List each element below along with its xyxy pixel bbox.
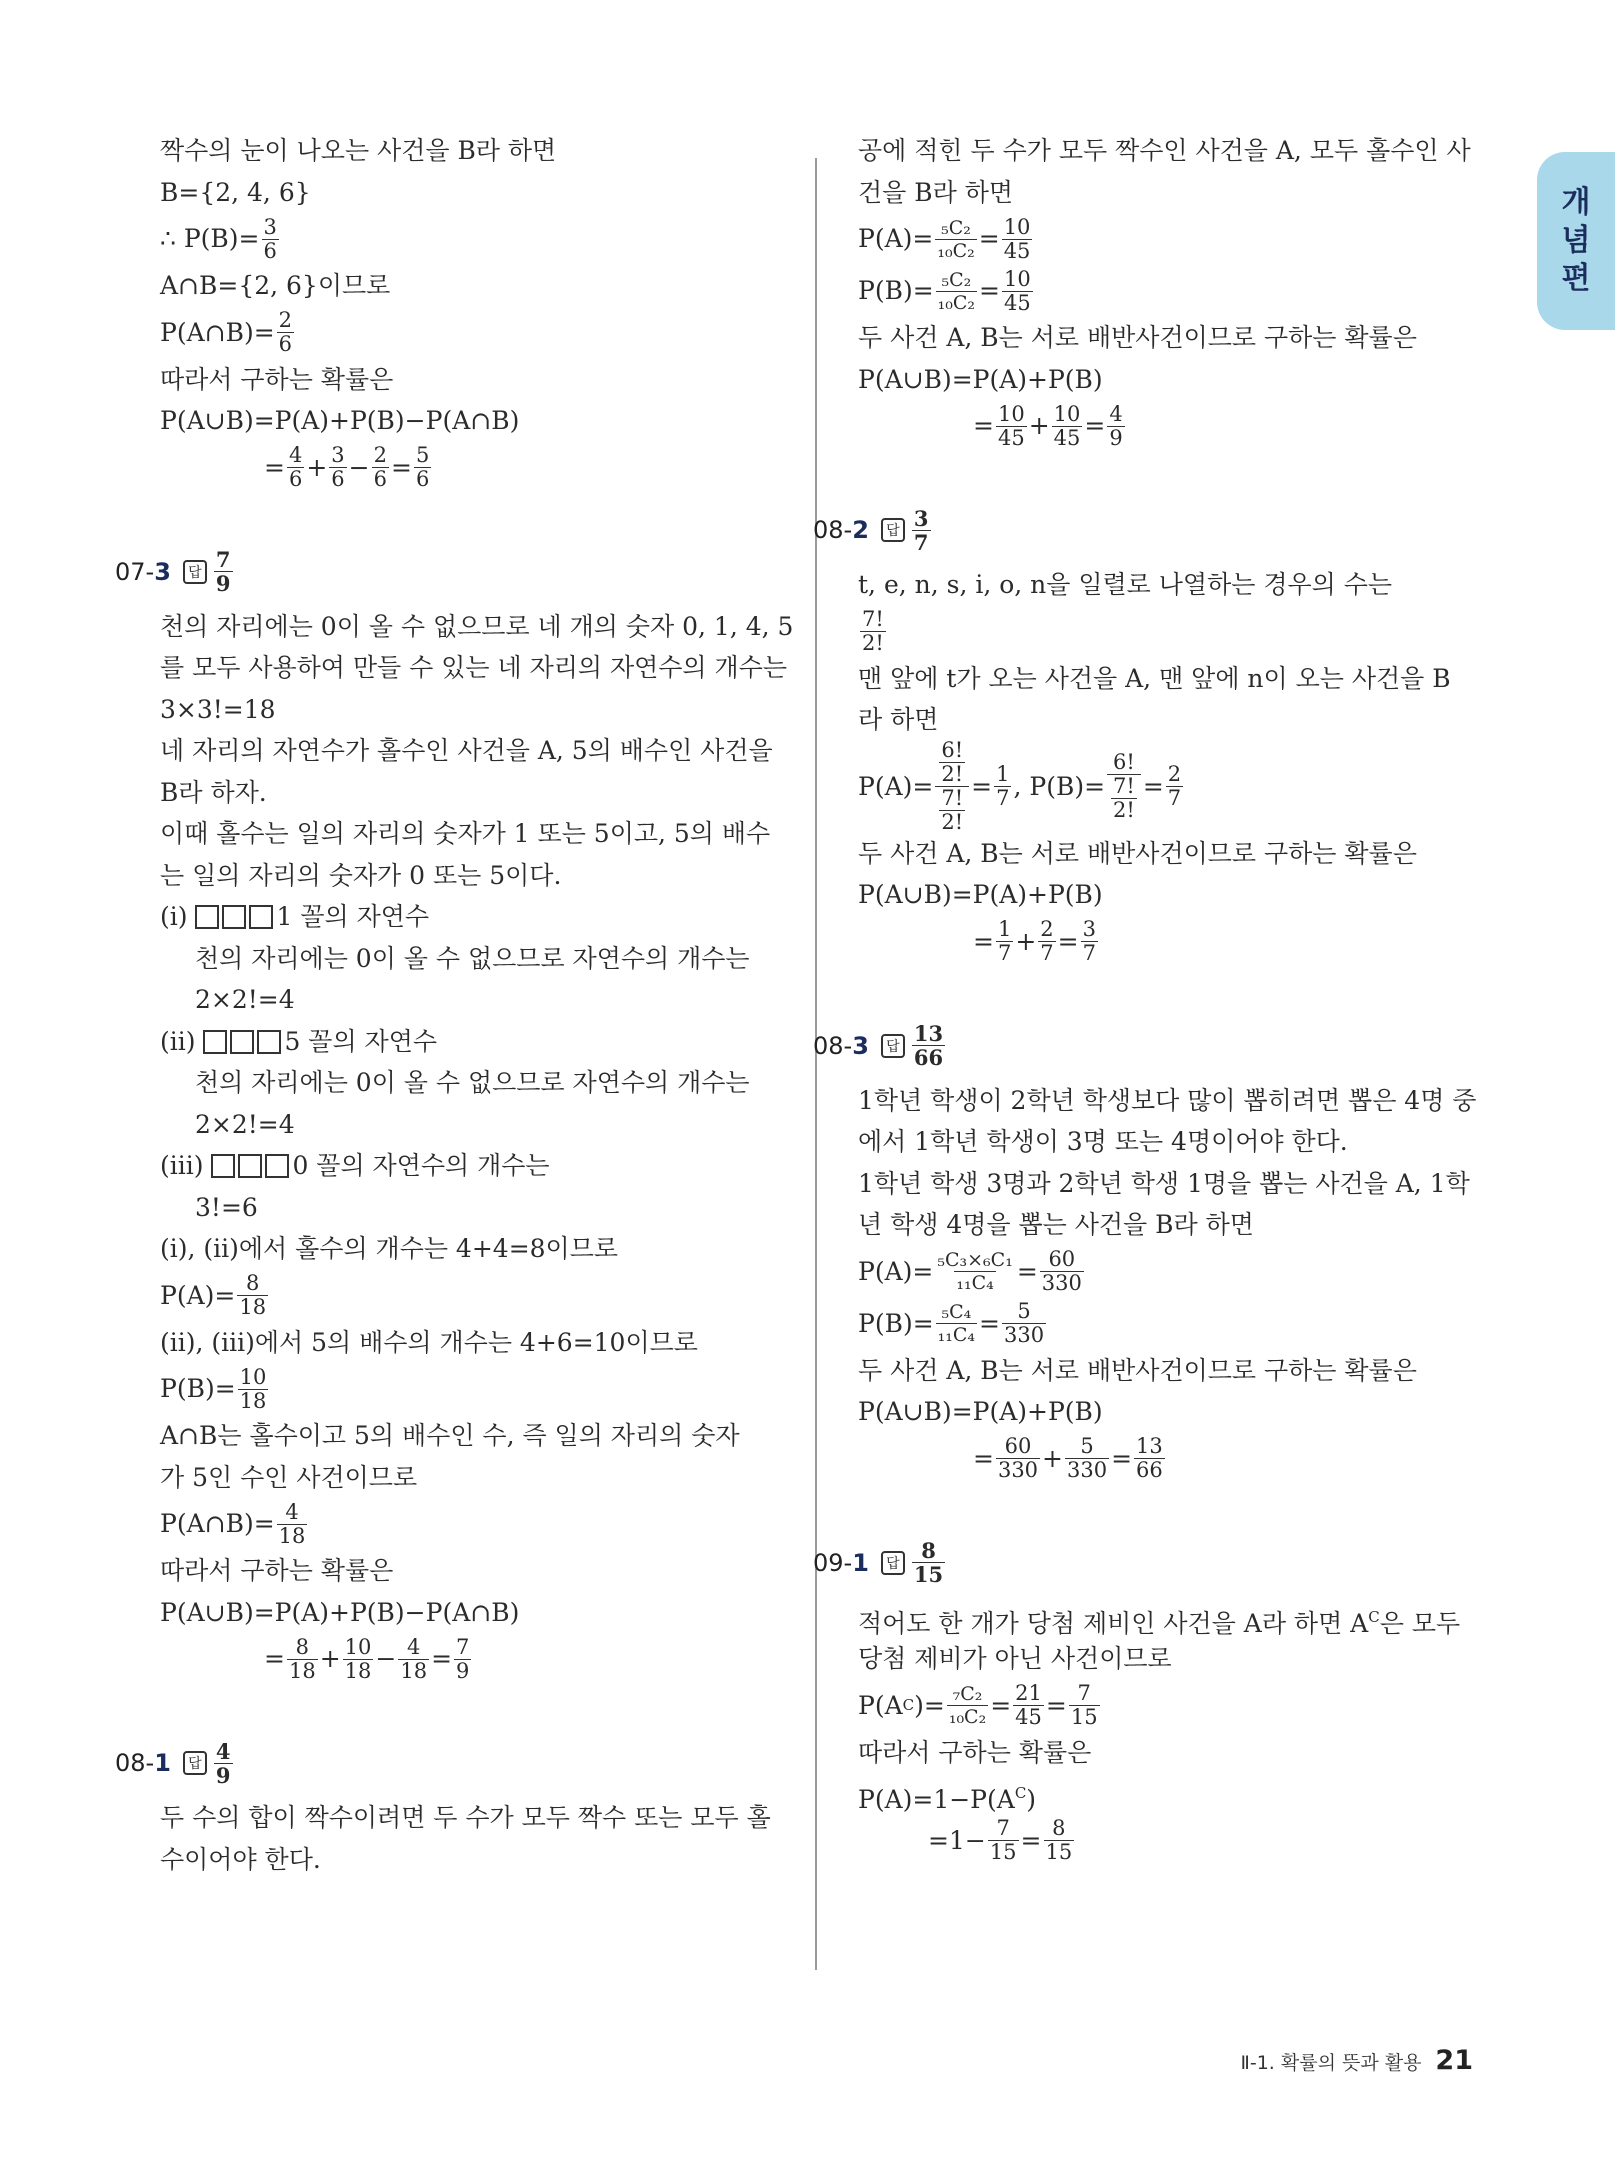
math-line: = $\frac{4}{6}$ + $\frac{3}{6}$ − $\frac{2}{6}$ = $\frac{5}{6}$ [264, 443, 430, 491]
fraction: $\frac{4}{9}$ [1109, 401, 1123, 450]
fraction: $\frac{1}{7}$ [997, 917, 1012, 965]
text-line: 천의 자리에는 0이 올 수 없으므로 자연수의 개수는 [195, 1068, 750, 1097]
fraction: $\frac{10}{18}$ [239, 1364, 267, 1413]
fraction: $\frac{13}{66}$ [1136, 1434, 1163, 1482]
section-title: Ⅱ-1. 확률의 뜻과 활용 [1240, 2052, 1422, 2074]
text-line: 이때 홀수는 일의 자리의 숫자가 1 또는 5이고, 5의 배수 [160, 819, 771, 848]
fraction: $\frac{10}{45}$ [1003, 214, 1031, 263]
fraction: $\frac{3}{6}$ [331, 443, 345, 491]
side-tab-char: 념 [1561, 223, 1591, 258]
math-line: ∴ P(B)= $\frac{3}{6}$ [160, 214, 277, 263]
answer-fraction: $\frac{7}{9}$ [215, 547, 231, 596]
case-line: (ii) 5 꼴의 자연수 [160, 1026, 438, 1056]
text-line: 네 자리의 자연수가 홀수인 사건을 A, 5의 배수인 사건을 [160, 736, 773, 765]
math-line: P(A C )= $\frac{\text{₇C₂}}{\text{₁₀C₂}}$ = $\frac{21}{45}$ = $\frac{7}{15}$ [858, 1681, 1098, 1729]
answer-fraction: $\frac{13}{66}$ [913, 1021, 944, 1070]
text-line: 라 하면 [858, 705, 939, 734]
fraction: $\frac{\text{₅C₂}}{\text{₁₀C₂}}$ [937, 268, 976, 314]
fraction: $\frac{60}{330}$ [1041, 1247, 1082, 1295]
answer-fraction: $\frac{3}{7}$ [913, 505, 929, 555]
text-line: 수이어야 한다. [160, 1844, 321, 1874]
math-line: = $\frac{1}{7}$ + $\frac{2}{7}$ = $\frac{3}{7}$ [973, 917, 1096, 965]
fraction: $\frac{2}{7}$ [1040, 917, 1054, 965]
fraction: $\frac{3}{7}$ [1082, 917, 1096, 965]
math-line: =1− $\frac{7}{15}$ = $\frac{8}{15}$ [928, 1816, 1073, 1864]
problem-number: 08-1 [115, 1749, 171, 1777]
problem-header [115, 1733, 780, 1793]
math-line [858, 606, 1478, 658]
math-line: P(A)= $\frac{\text{₅C₃×₆C₁}}{\text{₁₁C₄}}$ = $\frac{60}{330}$ [858, 1247, 1082, 1295]
text-line: 2×2!=4 [195, 1109, 295, 1139]
text-line: B={2, 4, 6} [160, 177, 311, 207]
text-line: 두 사건 A, B는 서로 배반사건이므로 구하는 확률은 [858, 838, 1417, 868]
blank-box-icon [257, 1030, 281, 1054]
fraction: $\frac{60}{330}$ [997, 1434, 1039, 1482]
text-line: 3×3!=18 [160, 694, 276, 724]
math-line: P(B)= $\frac{\text{₅C₂}}{\text{₁₀C₂}}$ = $\frac{10}{45}$ [858, 266, 1031, 315]
answer-tag-icon: 답 [183, 1751, 207, 1775]
text-line: t, e, n, s, i, o, n을 일렬로 나열하는 경우의 수는 [858, 570, 1393, 599]
problem-header [813, 1016, 1478, 1076]
answer-tag-icon: 답 [881, 1551, 905, 1575]
blank-box-icon [203, 1030, 227, 1054]
math-line: P(A)= $\frac{\frac{6!}{2!}}{\frac{7!}{2!}}$ = $\frac{1}{7}$ , P(B)= $\frac{6!}{\frac{7!}{2!}}$ = $\frac{2}{7}$ [858, 738, 1182, 834]
left-column [115, 130, 794, 1880]
math-line: = $\frac{8}{18}$ + $\frac{10}{18}$ − $\frac{4}{18}$ = $\frac{7}{9}$ [264, 1634, 470, 1683]
text-line: P(A∪B)=P(A)+P(B)−P(A∩B) [160, 406, 520, 435]
fraction: $\frac{1}{7}$ [996, 762, 1010, 810]
blank-box-icon [222, 905, 246, 929]
fraction: $\frac{5}{6}$ [415, 443, 430, 491]
text-line: 두 사건 A, B는 서로 배반사건이므로 구하는 확률은 [858, 323, 1417, 352]
blank-box-icon [249, 905, 273, 929]
text-line: B라 하자. [160, 777, 267, 807]
text-line: A∩B는 홀수이고 5의 배수인 수, 즉 일의 자리의 숫자 [160, 1421, 740, 1450]
text-line: 에서 1학년 학생이 3명 또는 4명이어야 한다. [858, 1127, 1348, 1156]
text-line: 를 모두 사용하여 만들 수 있는 네 자리의 자연수의 개수는 [160, 653, 787, 682]
fraction: $\frac{4}{6}$ [288, 443, 303, 491]
answer-fraction: $\frac{8}{15}$ [913, 1538, 944, 1587]
fraction: $\frac{\text{₅C₄}}{\text{₁₁C₄}}$ [937, 1301, 976, 1346]
fraction: $\frac{10}{18}$ [344, 1634, 372, 1683]
problem-header [813, 1533, 1478, 1593]
page-number: 21 [1435, 2045, 1473, 2076]
problem-number: 08-3 [813, 1031, 869, 1060]
fraction: $\frac{10}{45}$ [1004, 266, 1031, 315]
fraction: $\frac{8}{15}$ [1045, 1816, 1073, 1864]
text-line: 두 수의 합이 짝수이려면 두 수가 모두 짝수 또는 모두 홀 [160, 1803, 771, 1832]
side-tab-char: 편 [1561, 261, 1591, 296]
fraction: $\frac{10}{45}$ [1053, 401, 1081, 450]
math-line: P(B)= $\frac{10}{18}$ [160, 1364, 267, 1413]
text-line: P(A∪B)=P(A)+P(B) [858, 880, 1103, 909]
fraction: $\frac{2}{7}$ [1167, 762, 1182, 810]
fraction: $\frac{7}{9}$ [456, 1634, 470, 1683]
fraction: $\frac{8}{18}$ [288, 1634, 316, 1683]
problem-header [813, 500, 1478, 560]
text-line: (i), (ii)에서 홀수의 개수는 4+4=8이므로 [160, 1234, 618, 1263]
text-line: 따라서 구하는 확률은 [858, 1737, 1092, 1767]
fraction: $\frac{4}{18}$ [278, 1499, 306, 1548]
fraction: $\frac{\text{₇C₂}}{\text{₁₀C₂}}$ [948, 1683, 987, 1728]
fraction: $\frac{5}{330}$ [1067, 1434, 1108, 1482]
text-line: 천의 자리에는 0이 올 수 없으므로 네 개의 숫자 0, 1, 4, 5 [160, 611, 794, 641]
text-line: A∩B={2, 6}이므로 [160, 271, 391, 300]
math-line: P(A)= $\frac{\text{₅C₂}}{\text{₁₀C₂}}$ = $\frac{10}{45}$ [858, 214, 1031, 263]
text-line: 짝수의 눈이 나오는 사건을 B라 하면 [160, 136, 557, 165]
compound-fraction: $\frac{6!}{\frac{7!}{2!}}$ [1107, 751, 1141, 822]
text-line: (ii), (iii)에서 5의 배수의 개수는 4+6=10이므로 [160, 1327, 698, 1357]
fraction: $\frac{2}{6}$ [278, 308, 293, 356]
right-column [813, 130, 1478, 1867]
side-tab-char: 개 [1561, 185, 1591, 220]
text-line: P(A∪B)=P(A)+P(B) [858, 364, 1103, 394]
text-line: $P(A)=1-P(A^C)$ [858, 1784, 1037, 1814]
problem-number: 07-3 [115, 557, 171, 586]
fraction: $\frac{\text{₅C₂}}{\text{₁₀C₂}}$ [937, 216, 975, 262]
chapter-side-tab [1537, 152, 1615, 330]
text-line: 공에 적힌 두 수가 모두 짝수인 사건을 A, 모두 홀수인 사 [858, 136, 1471, 165]
fraction: $\frac{10}{45}$ [997, 401, 1025, 450]
text-line: 천의 자리에는 0이 올 수 없으므로 자연수의 개수는 [195, 943, 750, 973]
text-line: 당첨 제비가 아닌 사건이므로 [858, 1644, 1172, 1673]
math-line: P(A∩B)= $\frac{4}{18}$ [160, 1499, 306, 1548]
fraction: $\frac{7}{15}$ [989, 1816, 1017, 1864]
problem-number: 09-1 [813, 1548, 869, 1577]
fraction: $\frac{3}{6}$ [263, 214, 277, 263]
text-line: 는 일의 자리의 숫자가 0 또는 5이다. [160, 860, 562, 890]
math-line: P(A∩B)= $\frac{2}{6}$ [160, 308, 293, 356]
answer-tag-icon: 답 [183, 560, 207, 584]
fraction: $\frac{5}{330}$ [1004, 1299, 1045, 1347]
compound-fraction: $\frac{\frac{6!}{2!}}{\frac{7!}{2!}}$ [935, 739, 969, 834]
answer-tag-icon: 답 [881, 518, 905, 542]
blank-box-icon [238, 1154, 262, 1178]
fraction: $\frac{\text{₅C₃×₆C₁}}{\text{₁₁C₄}}$ [937, 1249, 1013, 1294]
problem-header [115, 542, 780, 602]
case-line: (iii) 0 꼴의 자연수의 개수는 [160, 1151, 550, 1180]
page-footer [1240, 2045, 1473, 2076]
math-line: P(A)= $\frac{8}{18}$ [160, 1271, 267, 1319]
math-line: = $\frac{60}{330}$ + $\frac{5}{330}$ = $\frac{13}{66}$ [973, 1434, 1163, 1482]
answer-fraction: $\frac{4}{9}$ [215, 1738, 231, 1788]
blank-box-icon [265, 1154, 289, 1178]
text-line: P(A∪B)=P(A)+P(B) [858, 1397, 1103, 1426]
problem-number: 08-2 [813, 516, 869, 544]
blank-box-icon [195, 905, 219, 929]
text-line: 1학년 학생이 2학년 학생보다 많이 뽑히려면 뽑은 4명 중 [858, 1085, 1477, 1115]
math-line: P(B)= $\frac{\text{₅C₄}}{\text{₁₁C₄}}$ = $\frac{5}{330}$ [858, 1299, 1045, 1347]
text-line: 3!=6 [195, 1192, 258, 1222]
text-line: 가 5인 수인 사건이므로 [160, 1462, 418, 1492]
text-line: 1학년 학생 3명과 2학년 학생 1명을 뽑는 사건을 A, 1학 [858, 1168, 1470, 1198]
fraction: $\frac{21}{45}$ [1015, 1681, 1042, 1729]
text-line: P(A∪B)=P(A)+P(B)−P(A∩B) [160, 1597, 520, 1627]
text-line: 년 학생 4명을 뽑는 사건을 B라 하면 [858, 1210, 1254, 1239]
math-line: = $\frac{10}{45}$ + $\frac{10}{45}$ = $\frac{4}{9}$ [973, 401, 1123, 450]
fraction: $\frac{2}{6}$ [373, 443, 387, 491]
text-line: 2×2!=4 [195, 985, 295, 1014]
fraction: $\frac{7!}{2!}$ [862, 607, 884, 655]
answer-tag-icon: 답 [881, 1034, 905, 1058]
fraction: $\frac{8}{18}$ [239, 1271, 267, 1319]
fraction: $\frac{7}{15}$ [1070, 1681, 1098, 1729]
text-line: 따라서 구하는 확률은 [160, 364, 394, 394]
text-line: 맨 앞에 t가 오는 사건을 A, 맨 앞에 n이 오는 사건을 B [858, 663, 1451, 693]
text-line: 적어도 한 개가 당첨 제비인 사건을 A라 하면 $A^C$은 모두 [858, 1607, 1461, 1638]
blank-box-icon [211, 1154, 235, 1178]
blank-box-icon [230, 1030, 254, 1054]
text-line: 두 사건 A, B는 서로 배반사건이므로 구하는 확률은 [858, 1355, 1417, 1385]
case-line: (i) 1 꼴의 자연수 [160, 902, 430, 931]
text-line: 건을 B라 하면 [858, 177, 1014, 207]
text-line: 따라서 구하는 확률은 [160, 1556, 394, 1585]
fraction: $\frac{4}{18}$ [400, 1634, 428, 1683]
